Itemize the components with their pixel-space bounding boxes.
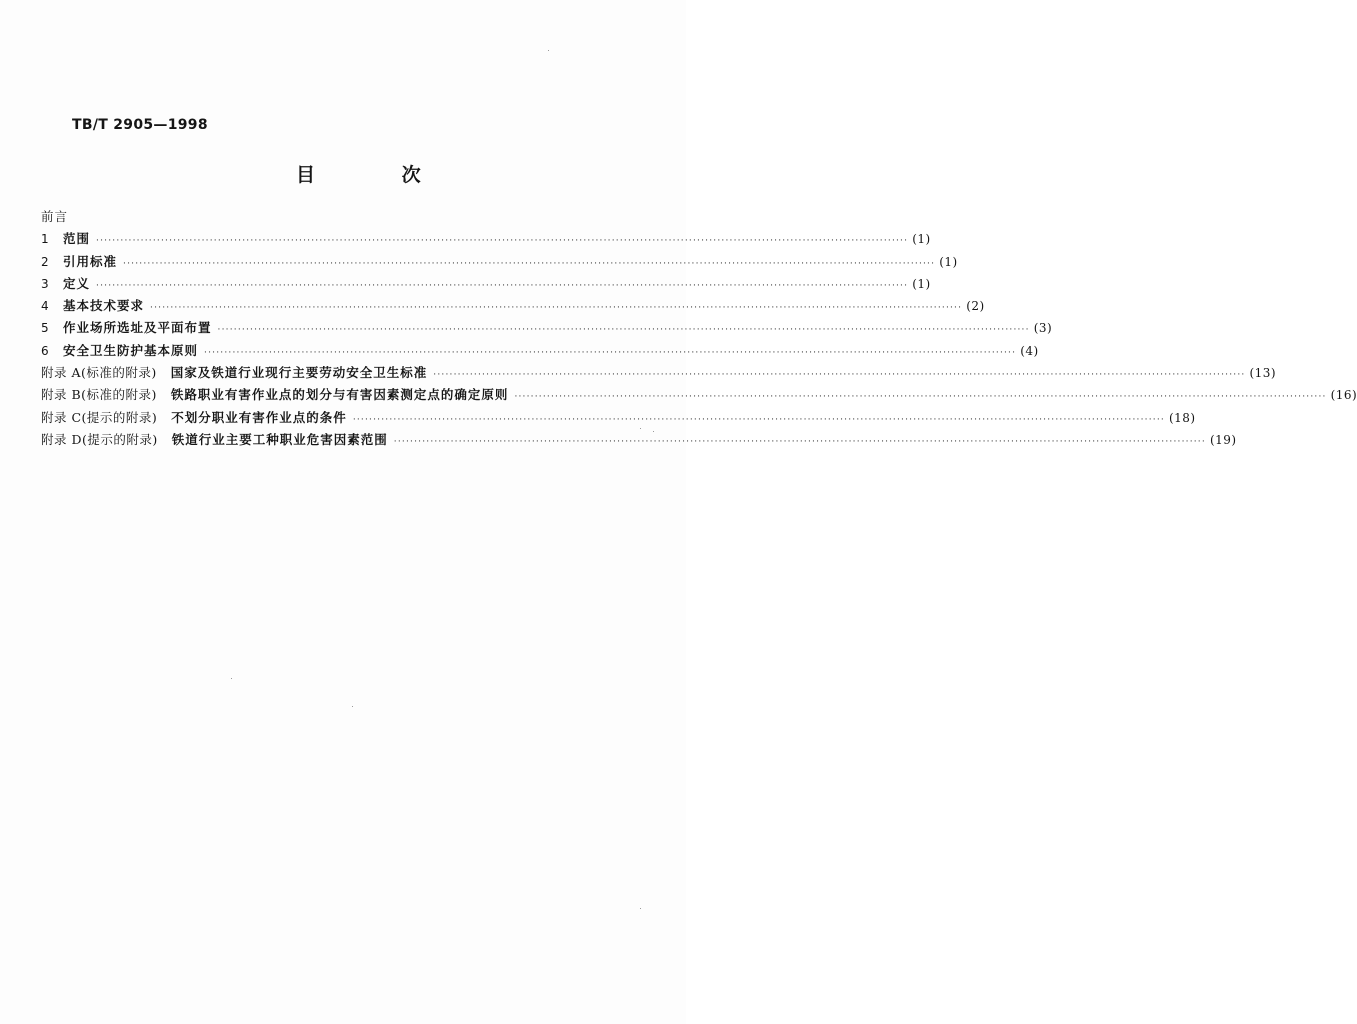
toc-entry-number: 2 (41, 254, 49, 269)
toc-entry-label: 安全卫生防护基本原则 (63, 342, 199, 358)
toc-entry-foreword[interactable] (41, 206, 625, 228)
toc-leader-dots: ········································································································································································································ (96, 236, 909, 247)
toc-entry-appendix-a[interactable] (41, 362, 1277, 384)
toc-appendix-prefix: 附录 D(提示的附录) (41, 431, 158, 447)
toc-entry-label: 国家及铁道行业现行主要劳动安全卫生标准 (170, 365, 428, 381)
toc-entry-label: 铁路职业有害作业点的划分与有害因素测定点的确定原则 (170, 387, 509, 403)
scan-speck (640, 908, 641, 909)
toc-leader-dots: ········································································································································································································ (150, 303, 963, 314)
scan-speck (653, 431, 654, 432)
toc-appendix-prefix: 附录 B(标准的附录) (41, 387, 157, 403)
scan-speck (352, 706, 353, 707)
toc-entry-page: (13) (1249, 366, 1277, 381)
toc-entry-appendix-d[interactable] (41, 429, 1237, 451)
toc-entry-page: (4) (1020, 343, 1039, 358)
toc-entry-page: (1) (939, 254, 958, 269)
toc-leader-dots: ········································································································································································································ (433, 370, 1246, 381)
toc-entry-1[interactable] (41, 228, 931, 250)
toc-leader-dots: ········································································································································································································ (514, 392, 1327, 403)
toc-entry-appendix-c[interactable] (41, 407, 1196, 429)
toc-title: 目 次 (296, 164, 461, 186)
scan-speck (548, 50, 549, 51)
toc-entry-label: 作业场所选址及平面布置 (63, 320, 212, 336)
toc-entry-label: 引用标准 (63, 253, 118, 269)
standard-code: TB/T 2905—1998 (72, 117, 208, 133)
scan-speck (640, 428, 641, 429)
toc-appendix-prefix: 附录 A(标准的附录) (41, 365, 157, 381)
toc-entry-appendix-b[interactable] (41, 384, 1357, 406)
toc-entry-number: 6 (41, 343, 49, 358)
toc-entry-label: 定义 (63, 275, 91, 291)
scan-speck (231, 678, 232, 679)
toc-entry-label: 范围 (63, 231, 91, 247)
toc-leader-dots: ········································································································································································································ (204, 347, 1017, 358)
toc-entry-page: (18) (1168, 410, 1196, 425)
toc-entry-4[interactable] (41, 295, 985, 317)
table-of-contents (41, 206, 1357, 451)
toc-leader-dots: ········································································································································································································ (123, 258, 936, 269)
toc-entry-label: 基本技术要求 (63, 298, 145, 314)
toc-leader-dots: ········································································································································································································ (393, 436, 1206, 447)
toc-entry-5[interactable] (41, 317, 1053, 339)
toc-leader-dots: ········································································································································································································ (96, 280, 909, 291)
toc-entry-page: (1) (912, 232, 931, 247)
toc-entry-page: (1) (912, 276, 931, 291)
toc-entry-number: 1 (41, 232, 49, 247)
toc-entry-number: 4 (41, 299, 49, 314)
toc-entry-page: (2) (966, 299, 985, 314)
toc-entry-number: 3 (41, 276, 49, 291)
toc-leader-dots: ········································································································································································································ (352, 414, 1165, 425)
toc-entry-6[interactable] (41, 340, 1039, 362)
toc-entry-3[interactable] (41, 273, 931, 295)
toc-entry-number: 5 (41, 321, 49, 336)
toc-entry-page: (3) (1033, 321, 1053, 336)
toc-entry-label: 前言 (41, 209, 69, 224)
toc-leader-dots: ········································································································································································································ (217, 325, 1030, 336)
toc-entry-label: 铁道行业主要工种职业危害因素范围 (171, 431, 388, 447)
toc-appendix-prefix: 附录 C(提示的附录) (41, 409, 158, 425)
toc-entry-page: (19) (1209, 432, 1237, 447)
toc-entry-2[interactable] (41, 251, 958, 273)
toc-entry-page: (16) (1330, 388, 1357, 403)
toc-entry-label: 不划分职业有害作业点的条件 (171, 409, 347, 425)
